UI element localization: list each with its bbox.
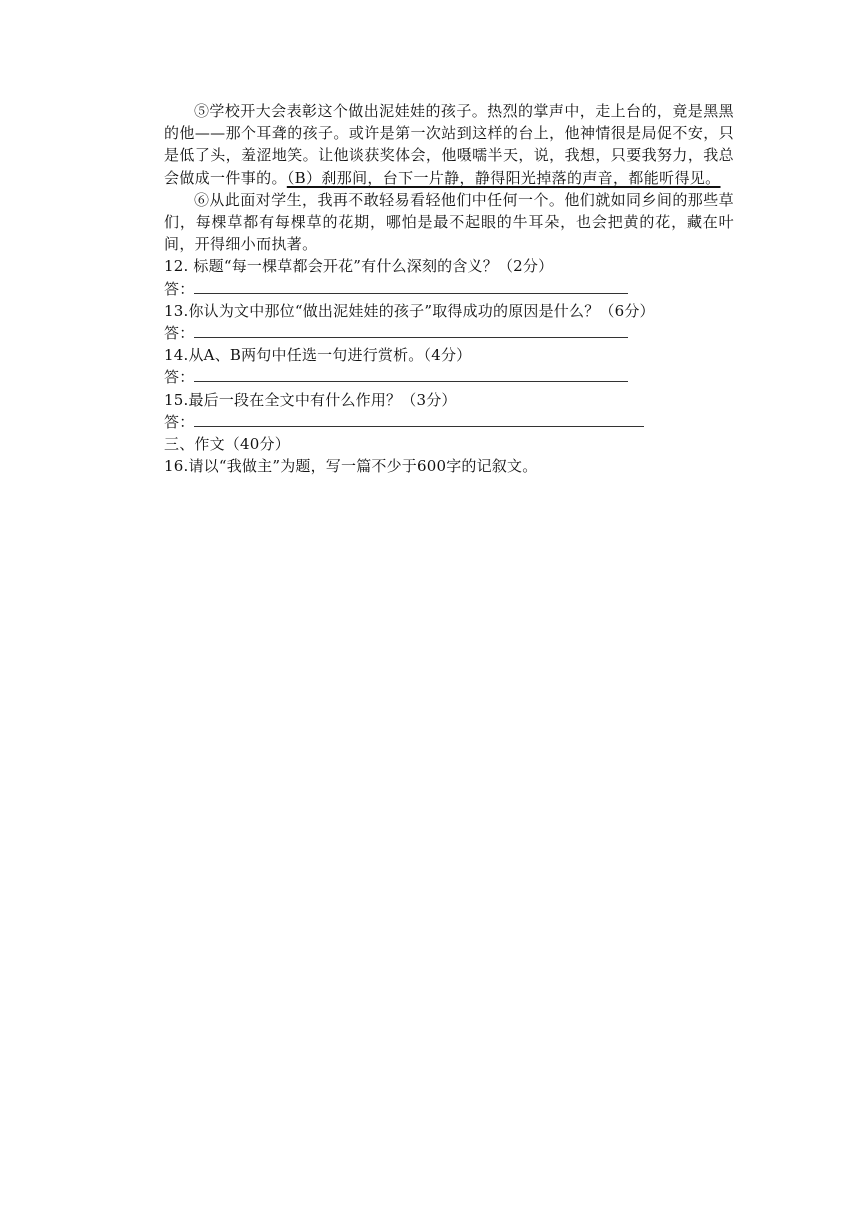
answer-15-blank[interactable] [194, 411, 644, 427]
answer-13-blank[interactable] [194, 322, 628, 338]
answer-13-line [164, 322, 734, 344]
question-15: 15.最后一段在全文中有什么作用？（3分） [164, 390, 457, 409]
paragraph-5-text: ⑤学校开大会表彰这个做出泥娃娃的孩子。热烈的掌声中，走上台的，竟是黑黑的他——那个耳聋的孩子。或许是第一次站到这样的台上，他神情很是局促不安，只是低了头，羞涩地笑。让他谈获奖体会，他嗫嚅半天，说，我想，只要我努力，我总会做成一件事的。 [164, 102, 734, 187]
answer-label: 答： [164, 279, 195, 298]
paragraph-6: ⑥从此面对学生，我再不敢轻易看轻他们中任何一个。他们就如同乡间的那些草们，每棵草都有每棵草的花期，哪怕是最不起眼的牛耳朵，也会把黄的花，藏在叶间，开得细小而执著。 [164, 190, 734, 254]
question-12: 12. 标题“每一棵草都会开花”有什么深刻的含义？（2分） [164, 257, 554, 276]
question-16: 16.请以“我做主”为题，写一篇不少于600字的记叙文。 [164, 457, 538, 476]
answer-label: 答： [164, 324, 195, 343]
answer-label: 答： [164, 412, 195, 431]
sentence-b-underlined: （B）刹那间，台下一片静，静得阳光掉落的声音，都能听得见。 [286, 168, 721, 187]
answer-14-blank[interactable] [194, 366, 628, 382]
answer-15-line [164, 411, 734, 433]
question-14: 14.从A、B两句中任选一句进行赏析。（4分） [164, 346, 472, 365]
answer-label: 答： [164, 368, 195, 387]
section-3-heading: 三、作文（40分） [164, 435, 290, 454]
paragraph-5 [164, 100, 734, 189]
question-13: 13.你认为文中那位“做出泥娃娃的孩子”取得成功的原因是什么？（6分） [164, 301, 655, 320]
answer-14-line [164, 366, 734, 388]
document-page [164, 100, 734, 477]
answer-12-blank[interactable] [194, 278, 628, 294]
answer-12-line [164, 278, 734, 300]
